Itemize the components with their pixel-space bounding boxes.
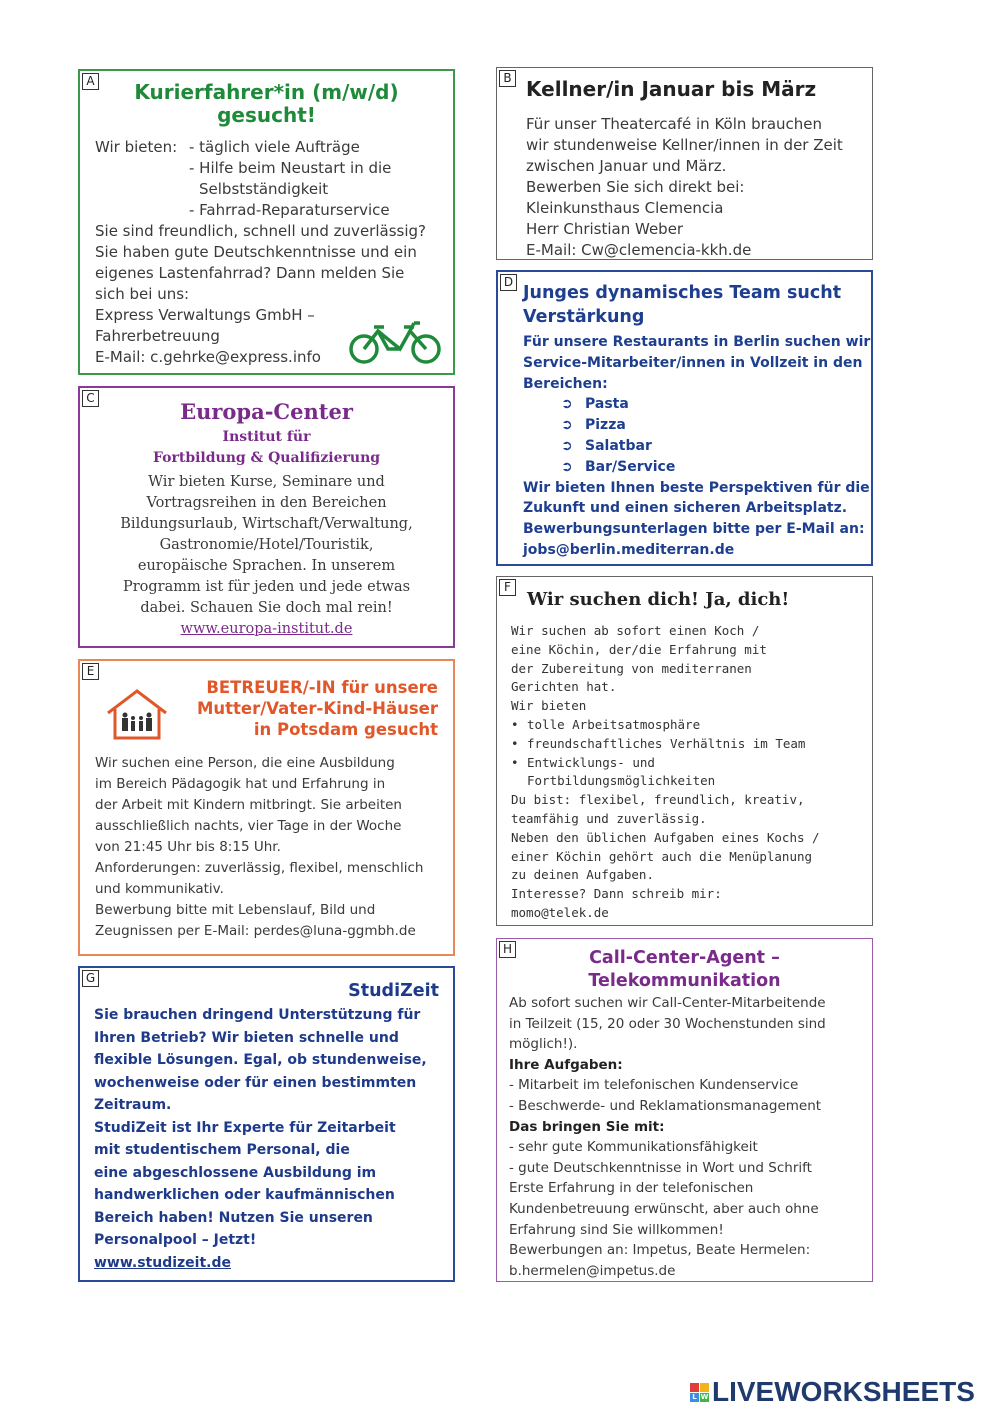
arrow-icon: ➲ xyxy=(561,417,573,434)
text-line: teamfähig und zuverlässig. xyxy=(511,810,707,826)
text-line: eine abgeschlossene Ausbildung im xyxy=(94,1164,377,1181)
text-line: zwischen Januar und März. xyxy=(526,157,727,175)
text-line: Für unser Theatercafé in Köln brauchen xyxy=(526,115,823,133)
title-line: Kurierfahrer*in (m/w/d) xyxy=(134,80,399,104)
text-line: StudiZeit ist Ihr Experte für Zeitarbeit xyxy=(94,1119,396,1136)
logo-letter: L xyxy=(690,1393,699,1402)
ad-letter: H xyxy=(499,941,516,958)
email-line: E-Mail: Cw@clemencia-kkh.de xyxy=(526,241,752,259)
text-line: ausschließlich nachts, vier Tage in der Woche xyxy=(95,818,402,834)
tandem-bicycle-icon xyxy=(348,319,444,367)
text-line: Du bist: flexibel, freundlich, kreativ, xyxy=(511,792,805,808)
ad-letter: B xyxy=(499,70,516,87)
ad-title xyxy=(158,677,438,740)
text-line: Express Verwaltungs GmbH – xyxy=(95,306,315,324)
text-line: Neben den üblichen Aufgaben eines Kochs / xyxy=(511,829,820,845)
text-line: Kleinkunsthaus Clemencia xyxy=(526,199,724,217)
text-line: sich bei uns: xyxy=(95,285,190,303)
text-line: in Teilzeit (15, 20 oder 30 Wochenstunden sind xyxy=(509,1015,826,1032)
text-line: Erfahrung sind Sie willkommen! xyxy=(509,1221,724,1238)
title-line: Telekommunikation xyxy=(588,971,781,991)
email-line: momo@telek.de xyxy=(511,904,609,920)
title-line: Mutter/Vater-Kind-Häuser xyxy=(196,699,438,718)
arrow-icon: ➲ xyxy=(561,396,573,413)
text-line: mit studentischem Personal, die xyxy=(94,1142,350,1158)
title-line: Junges dynamisches Team sucht xyxy=(523,283,842,303)
offer-item: - Hilfe beim Neustart in die xyxy=(189,159,392,177)
ad-c xyxy=(78,386,455,648)
text-line: Fahrerbetreuung xyxy=(95,327,220,345)
bullet-icon: • xyxy=(511,735,519,751)
title-line: Call-Center-Agent – xyxy=(589,948,780,968)
text-line: eine Köchin, der/die Erfahrung mit xyxy=(511,641,767,657)
list-item: ➲ Salatbar xyxy=(523,436,871,457)
list-item: • Entwicklungs- und xyxy=(511,754,871,773)
list-item: • freundschaftliches Verhältnis im Team xyxy=(511,735,871,754)
website-link[interactable]: www.europa-institut.de xyxy=(180,621,353,637)
ad-a xyxy=(78,69,455,375)
text-line: Wir bieten Kurse, Seminare und xyxy=(148,474,385,490)
text-line: Erste Erfahrung in der telefonischen xyxy=(509,1180,754,1197)
text-line: der Zubereitung von mediterranen xyxy=(511,660,752,676)
ad-e xyxy=(78,659,455,956)
ad-subtitle: Fortbildung & Qualifizierung xyxy=(152,450,381,466)
text-line: flexible Lösungen. Egal, ob stundenweise, xyxy=(94,1052,427,1068)
title-line: in Potsdam gesucht xyxy=(253,720,438,739)
text-line: Zeitraum. xyxy=(94,1097,172,1113)
section-heading: Das bringen Sie mit: xyxy=(509,1118,665,1135)
text-line: Für unsere Restaurants in Berlin suchen wir xyxy=(523,334,871,350)
ad-h xyxy=(496,938,873,1282)
text-line: Sie brauchen dringend Unterstützung für xyxy=(94,1007,421,1023)
text-line: wir stundenweise Kellner/innen in der Zeit xyxy=(526,136,843,154)
ad-subtitle: Institut für xyxy=(222,429,311,445)
text-line: Bewerbungsunterlagen bitte per E-Mail an: xyxy=(523,521,865,538)
ad-f xyxy=(496,576,873,926)
text-line: handwerklichen oder kaufmännischen xyxy=(94,1187,395,1203)
text-line: Gastronomie/Hotel/Touristik, xyxy=(159,537,374,553)
email-line: Zeugnissen per E-Mail: perdes@luna-ggmbh.de xyxy=(95,923,416,939)
list-item: - Mitarbeit im telefonischen Kundenservice xyxy=(509,1077,799,1094)
bullet-icon: • xyxy=(511,716,519,732)
text-line: Programm ist für jeden und jede etwas xyxy=(122,579,411,595)
ad-letter: D xyxy=(500,274,517,291)
text-line: Bewerbung bitte mit Lebenslauf, Bild und xyxy=(95,902,376,918)
text-line: Sie haben gute Deutschkenntnisse und ein xyxy=(95,243,417,261)
text-line: einer Köchin gehört auch die Menüplanung xyxy=(511,848,813,864)
text-line: Zukunft und einen sicheren Arbeitsplatz. xyxy=(523,500,848,517)
logo-mark-icon xyxy=(690,1383,709,1402)
list-item: - gute Deutschkenntnisse in Wort und Schrift xyxy=(509,1159,812,1176)
ad-title: Europa-Center xyxy=(180,399,353,424)
list-item-continued: Fortbildungsmöglichkeiten xyxy=(527,773,716,789)
email-line: b.hermelen@impetus.de xyxy=(509,1262,676,1279)
text-line: wochenweise oder für einen bestimmten xyxy=(94,1074,417,1091)
arrow-icon: ➲ xyxy=(561,437,573,454)
title-line: gesucht! xyxy=(217,103,316,127)
offer-item: - täglich viele Aufträge xyxy=(189,138,360,156)
list-item: ➲ Pizza xyxy=(523,415,871,436)
title-line: Verstärkung xyxy=(523,307,645,327)
text-line: Herr Christian Weber xyxy=(526,220,684,238)
text-line: Bereich haben! Nutzen Sie unseren xyxy=(94,1209,373,1226)
text-line: der Arbeit mit Kindern mitbringt. Sie arbeiten xyxy=(95,797,402,813)
arrow-icon: ➲ xyxy=(561,458,573,475)
list-item: - Beschwerde- und Reklamationsmanagement xyxy=(509,1097,822,1114)
text-line: Ab sofort suchen wir Call-Center-Mitarbeitende xyxy=(509,995,826,1011)
list-item: ➲ Pasta xyxy=(523,394,871,415)
area-list xyxy=(523,394,871,477)
text-line: eigenes Lastenfahrrad? Dann melden Sie xyxy=(95,264,405,282)
ad-title: Wir suchen dich! Ja, dich! xyxy=(527,589,790,610)
text-line: Bildungsurlaub, Wirtschaft/Verwaltung, xyxy=(120,516,413,532)
text-line: möglich!). xyxy=(509,1036,578,1053)
ad-letter: F xyxy=(499,579,516,596)
ad-d xyxy=(496,270,873,566)
email-line: jobs@berlin.mediterran.de xyxy=(523,541,735,558)
brand-title: StudiZeit xyxy=(348,981,439,1001)
text-line: Anforderungen: zuverlässig, flexibel, menschlich xyxy=(95,860,424,876)
ad-letter: G xyxy=(82,970,99,987)
ad-title xyxy=(497,947,872,993)
offer-label: Wir bieten: xyxy=(95,138,178,156)
text-line: Bewerben Sie sich direkt bei: xyxy=(526,178,745,196)
website-link[interactable]: www.studizeit.de xyxy=(94,1254,232,1271)
text-line: von 21:45 Uhr bis 8:15 Uhr. xyxy=(95,839,281,855)
list-item: - sehr gute Kommunikationsfähigkeit xyxy=(509,1139,758,1156)
text-line: zu deinen Aufgaben. xyxy=(511,867,654,883)
text-line: Personalpool – Jetzt! xyxy=(94,1232,257,1248)
text-line: Wir bieten xyxy=(511,698,587,714)
email-line: E-Mail: c.gehrke@express.info xyxy=(95,348,321,366)
text-line: Bewerbungen an: Impetus, Beate Hermelen: xyxy=(509,1242,811,1259)
text-line: dabei. Schauen Sie doch mal rein! xyxy=(140,600,393,616)
text-line: Bereichen: xyxy=(523,375,608,392)
liveworksheets-logo[interactable] xyxy=(690,1377,975,1407)
bullet-icon: • xyxy=(511,754,519,770)
section-heading: Ihre Aufgaben: xyxy=(509,1056,623,1073)
text-line: Kundenbetreuung erwünscht, aber auch ohne xyxy=(509,1200,819,1217)
ad-letter: A xyxy=(82,73,99,90)
brand-text: LIVEWORKSHEETS xyxy=(712,1376,975,1407)
ad-letter: C xyxy=(82,390,99,407)
text-line: Wir suchen ab sofort einen Koch / xyxy=(511,623,760,638)
ad-title xyxy=(80,81,453,127)
ad-title xyxy=(523,281,841,329)
ad-title: Kellner/in Januar bis März xyxy=(526,77,817,101)
offer-item: - Fahrrad-Reparaturservice xyxy=(189,201,390,219)
ad-b xyxy=(496,67,873,260)
title-line: BETREUER/-IN für unsere xyxy=(206,678,438,697)
text-line: Service-Mitarbeiter/innen in Vollzeit in den xyxy=(523,354,863,371)
text-line: Ihren Betrieb? Wir bieten schnelle und xyxy=(94,1029,399,1046)
list-item: ➲ Bar/Service xyxy=(523,457,871,478)
text-line: Gerichten hat. xyxy=(511,679,617,695)
text-line: Interesse? Dann schreib mir: xyxy=(511,886,722,902)
text-line: Sie sind freundlich, schnell und zuverlässig? xyxy=(95,222,426,240)
ad-letter: E xyxy=(82,663,99,680)
offer-item: Selbstständigkeit xyxy=(199,180,329,198)
text-line: europäische Sprachen. In unserem xyxy=(137,558,396,574)
list-item: • tolle Arbeitsatmosphäre xyxy=(511,716,871,735)
ad-g xyxy=(78,966,455,1282)
text-line: Wir bieten Ihnen beste Perspektiven für die xyxy=(523,479,870,496)
text-line: und kommunikativ. xyxy=(95,881,224,897)
text-line: Vortragsreihen in den Bereichen xyxy=(146,495,387,511)
text-line: Wir suchen eine Person, die eine Ausbildung xyxy=(95,755,395,771)
logo-letter: W xyxy=(700,1392,709,1401)
text-line: im Bereich Pädagogik hat und Erfahrung in xyxy=(95,776,386,792)
